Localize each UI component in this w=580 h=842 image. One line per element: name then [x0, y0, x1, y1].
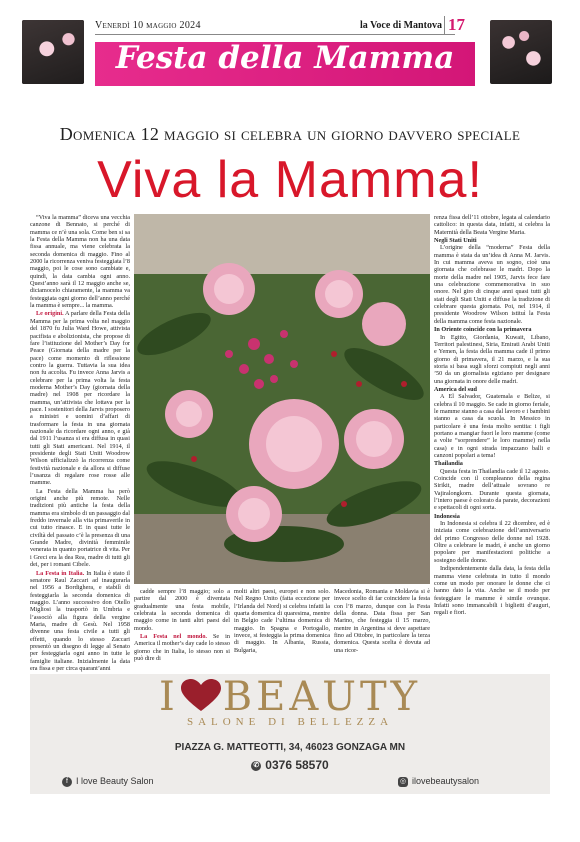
article-column-1: [30, 214, 130, 672]
column-5-end: Indipendentemente dalla data, la festa della mamma viene celebrata in tutto il mondo come un modo per onorare le donne che ci hanno dato la vita. Anche se il modo per festeggiare le mamme è simile ovunque. Infatti sono immancabili i biglietti d’auguri, regali e fiori.: [434, 565, 550, 617]
flower-bouquet-icon: [134, 214, 430, 584]
column-2-mondo: [134, 633, 230, 662]
flower-photo-left: [22, 20, 84, 84]
ad-logo-beauty: BEAUTY: [222, 674, 422, 720]
origini-label: Le origini.: [36, 310, 64, 318]
header-rule: [95, 34, 455, 35]
header-paper-name: la Voce di Mantova: [360, 20, 442, 31]
column-1-italia: [30, 570, 130, 673]
section-title: Festa della Mamma: [115, 40, 455, 76]
heading-oriente: In Oriente coincide con la primavera: [434, 326, 532, 334]
article-column-5: [434, 214, 550, 660]
ad-address: PIAZZA G. MATTEOTTI, 34, 46023 GONZAGA MN: [174, 742, 406, 753]
italia-text: In Italia è stato il senatore Raul Zaccari ad inaugurarla nel 1956 a Bordighera, e stabilì di festeggiarla la seconda domenica di maggio. L’anno successivo don Otello Migliosi la trasportò in Umbria e l’associò alla figura della vergine Maria, madre di Gesù. Nel 1958 divenne una festa civile a tutti gli effetti, quando lo stesso Zaccari presentò un disegno di legge al Senato per festeggiarla ogni anno in tutte le famiglie italiane. Inizialmente la data era fissa e per circa quarant’anni: [30, 569, 130, 672]
ad-subtitle: SALONE DI BELLEZZA: [186, 716, 394, 728]
heart-icon: [181, 679, 221, 713]
instagram-icon: ◎: [399, 777, 407, 785]
column-5-oriente: In Egitto, Giordania, Kuwait, Libano, Territori palestinesi, Siria, Emirati Arabi Uniti e Yemen, la festa della mamma cade il primo giorno di primavera, il 21 marzo, e la sua storia si basa sugli sforzi compiuti negli anni ’50 da un giornalista egiziano per designare una giornata in onore delle madri.: [434, 333, 550, 385]
heading-america: America del sud: [434, 385, 477, 393]
column-5-america: A El Salvador, Guatemala e Belize, si celebra il 10 maggio. Se cade in giorno feriale, le mamme stanno a casa dal lavoro e i bambini stanno a casa da scuola. In Messico in particolare è una festa molto sentita: i figli portano a mangiar fuori le loro mamme (come a volte “sorprendere” le loro mamme) nella casa) e in ogni strada impazzano balli e canzoni popolari a tema!: [434, 393, 550, 459]
ad-facebook[interactable]: [62, 776, 154, 787]
article-subhead: Domenica 12 maggio si celebra un giorno davvero speciale: [59, 124, 521, 144]
heading-thailandia: Thailandia: [434, 460, 463, 468]
column-1-origini: [30, 310, 130, 486]
phone-icon: ✆: [251, 761, 261, 771]
heading-usa: Negli Stati Uniti: [434, 237, 477, 245]
column-5-usa: L’origine della “moderna” Festa della mamma è stata da un’idea di Anna M. Jarvis. In cui mamma aveva un sogno, cioè una giornata che celebrasse le madri. Dopo la morte della madre nel 1905, Jarvis fece fare una celebrazione commemorativa in suo onore. Nel giro di cinque anni quasi tutti gli stati degli Stati Uniti e diffuse la tradizione di celebrare questa giornata. Poi, nel 1914, il presidente Woodrow Wilson istituì la Festa della mamma come festa nazionale.: [434, 244, 550, 325]
italia-label: La Festa in Italia.: [36, 569, 85, 577]
header-date: Venerdì 10 maggio 2024: [95, 20, 201, 31]
facebook-icon: f: [62, 777, 72, 787]
heading-indonesia: Indonesia: [434, 512, 460, 520]
mondo-label: La Festa nel mondo.: [140, 633, 207, 641]
page-number: 17: [448, 15, 465, 34]
article-headline: Viva la Mamma!: [97, 151, 483, 209]
column-3-text: molti altri paesi, europei e non solo. Nel Regno Unito (fatta eccezione per l’Irlanda del Nord) si celebra infatti la quarta domenica di quaresima, mentre in Belgio cade l’ultima domenica di maggio. In Spagna e Portogallo, invece, si festeggia la prima domenica di maggio. In Albania, Russia, Bulgaria,: [234, 588, 330, 654]
ad-logo-i: I: [158, 674, 179, 720]
column-1-p2: La Festa della Mamma ha però origini anche più remote. Nelle tradizioni più antiche la festa della mamma era simbolo di un passaggio dal freddo invernale alla vita primaverile in cui tutto rinasce. E in quasi tutte le civiltà del passato c’è la presenza di una Grande Madre, divinità femminile venerata in quanto portatrice di vita. Per i Greci era la dea Rea, madre di tutti gli dei, per i romani Cibele.: [30, 487, 130, 569]
ad-logo: [30, 674, 550, 720]
ad-instagram-label: ilovebeautysalon: [412, 776, 480, 786]
article-column-4: [334, 588, 430, 660]
mondo-text: Se in America il mother’s day cade lo stesso giorno che in Italia, lo stesso non si può dire di: [134, 633, 230, 663]
ad-phone: [30, 758, 550, 772]
column-5-indonesia: In Indonesia si celebra il 22 dicembre, ed è iniziata come celebrazione dell’anniversario del primo Congresso delle donne nel 1928. Oltre a celebrare le madri, è anche un giorno popolare per manifestazioni politiche a sostegno delle donne.: [434, 520, 550, 564]
column-1-intro: “Viva la mamma” diceva una vecchia canzone di Bennato, si perché di mamma ce n’è una sola. Come ben si sa la Festa della Mamma non ha una data fissa annuale, ma viene celebrata la seconda domenica di maggio. Fino al 2000 la ricorrenza veniva festeggiata l’8 maggio, poi le cose sono cambiate e, quindi, la data cambia ogni anno. Quest’anno sarà il 12 maggio anche se, diciamocelo chiaramente, la mamma va festeggiata ogni giorno dell’anno perché la mamma è sempre... la mamma.: [30, 214, 130, 310]
flowers-photo: [134, 214, 430, 584]
article-column-2: [134, 588, 230, 663]
column-4-text: Macedonia, Romania e Moldavia si è invece scelto di far coincidere la festa con l’8 marzo, dunque con la Festa della donna. Data fissa per San Marino, che festeggia il 15 marzo, mentre in Argentina si deve aspettare fino ad Ottobre, in particolare la terza domenica. Questa scelta è dovuta ad una ricor-: [334, 588, 430, 654]
origini-text: A parlare della Festa della Mamma per la prima volta nel maggio del 1870 fu Julia Ward Howe, attivista pacifista e abolizionista, che propose di fare l’istituzione del Mother’s Day for Peace (Giornata della madre per la pace) come momento di riflessione contro la guerra. Tuttavia la sua idea non fu accolta. Fu invece Anna Jarvis a celebrare per la prima volta la festa moderna Mother’s Day (giornata della madre) nel 1908 per ricordare la mamma, un’attivista che lottava per la pace. I sostenitori della Jarvis proposero a ministri e uomini d’affari di trasformare la festa in una giornata nazionale da ricordare ogni anno, e già dal 1911 l’usanza si era diffusa in quasi tutti gli Stati americani. Nel 1914, il presidente degli Stati Uniti Woodrow Wilson ufficializzò la ricorrenza come festività nazionale e da allora si diffuse l’usanza di regalare rose rosse alle mamme.: [30, 310, 130, 487]
header-divider: [444, 16, 445, 34]
ad-phone-number: 0376 58570: [265, 758, 329, 772]
article-column-3: [234, 588, 330, 660]
column-5-thailandia: Questa festa in Thailandia cade il 12 agosto. Coincide con il compleanno della regina Sirikit, madre dell’attuale sovrano re Vajiralongkorn. Durante questa giornata, l’intero paese è colorato da parate, decorazioni e spettacoli di ogni sorta.: [434, 467, 550, 512]
column-5-top: renza fissa dell’11 ottobre, legata al calendario cattolico: in questa data, infatti, si celebra la Maternità della Beata Vergine Maria.: [434, 214, 550, 236]
ad-facebook-label: I love Beauty Salon: [76, 776, 154, 786]
flower-photo-right: [490, 20, 552, 84]
ad-instagram[interactable]: [398, 776, 479, 787]
column-2-text: cadde sempre l’8 maggio; solo a partire dal 2000 è diventata gradualmente una festa mobile, celebrata la seconda domenica di maggio come in tanti altri paesi del mondo.: [134, 588, 230, 632]
